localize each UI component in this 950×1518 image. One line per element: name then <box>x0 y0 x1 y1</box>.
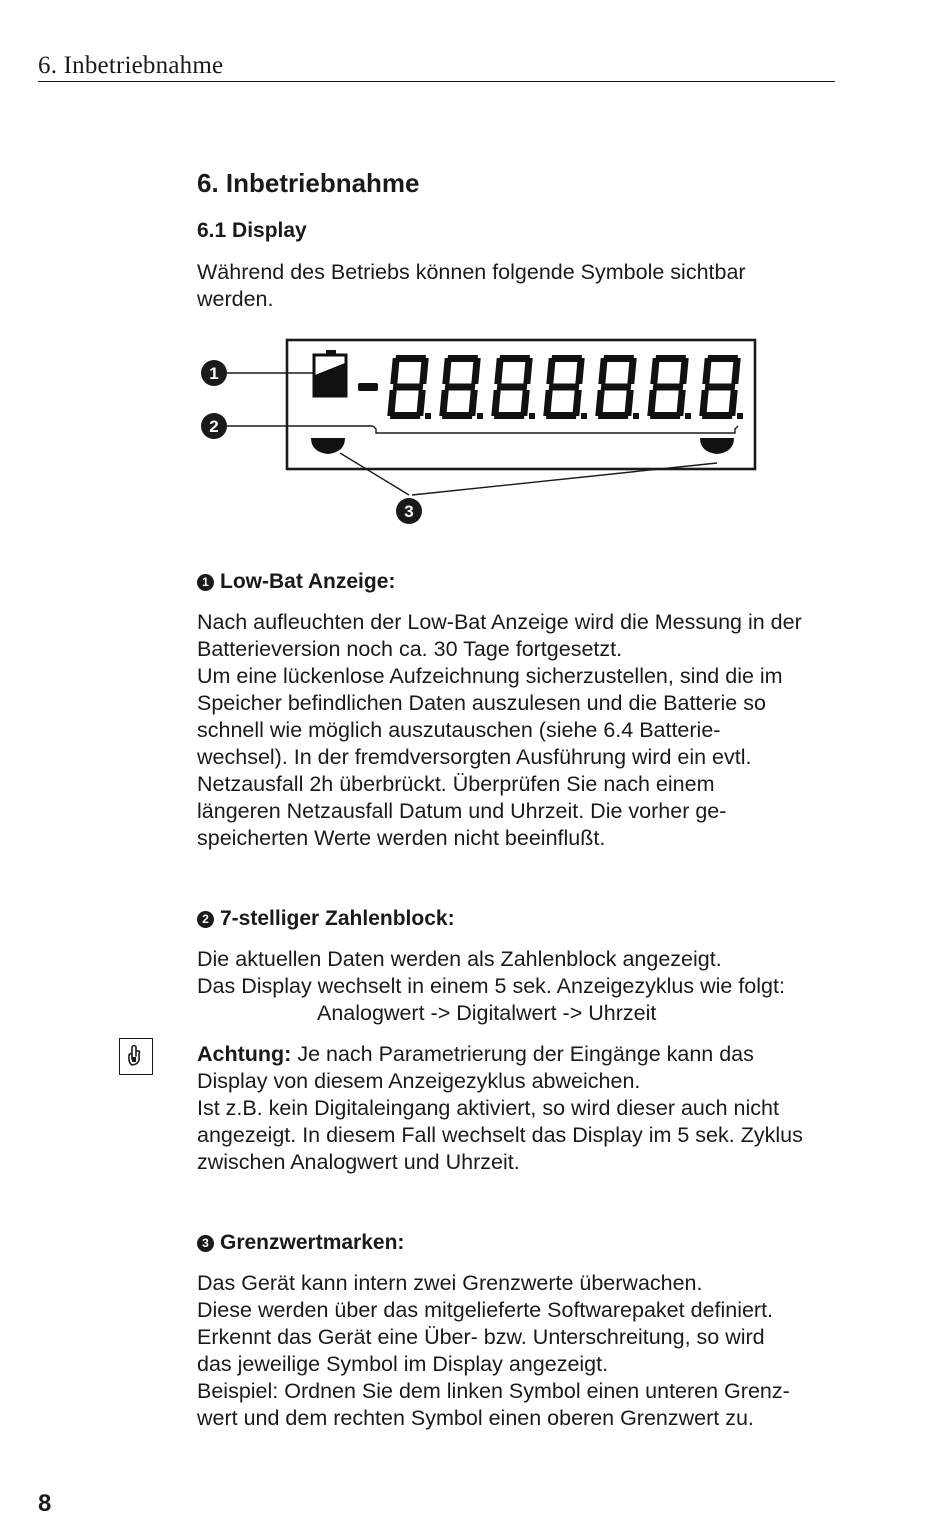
header-rule <box>38 81 835 82</box>
digit-8 <box>543 355 587 419</box>
text-line: schnell wie möglich auszutauschen (siehe 6.4 Batterie- <box>197 718 721 742</box>
digit-segment <box>442 358 451 384</box>
digits-paragraph <box>197 946 837 1027</box>
digits-title: 7-stelliger Zahlenblock: <box>220 907 455 930</box>
display-cycle-line: Analogwert -> Digitalwert -> Uhrzeit <box>317 1001 657 1025</box>
digit-segment <box>624 390 633 416</box>
text-line: Das Gerät kann intern zwei Grenzwerte überwachen. <box>197 1271 703 1295</box>
text-line: Das Display wechselt in einem 5 sek. Anzeigezyklus wie folgt: <box>197 974 785 998</box>
callout-3 <box>396 498 422 524</box>
text-line: Ist z.B. kein Digitaleingang aktiviert, so wird dieser auch nicht <box>197 1096 779 1120</box>
digit-segment <box>390 412 421 419</box>
limits-heading <box>197 1231 837 1255</box>
decimal-point <box>737 413 743 419</box>
text-line: wechsel). In der fremdversorgten Ausführung wird ein evtl. <box>197 745 752 769</box>
text-line: Diese werden über das mitgelieferte Softwarepaket definiert. <box>197 1298 774 1322</box>
digit-segment <box>676 390 685 416</box>
minus-segment <box>358 383 378 391</box>
text-line: Beispiel: Ordnen Sie dem linken Symbol einen unteren Grenz- <box>197 1379 790 1403</box>
pointing-hand-icon <box>119 1038 153 1075</box>
lowbat-title: Low-Bat Anzeige: <box>220 570 396 593</box>
text-line: Während des Betriebs können folgende Symbole sichtbar <box>197 260 746 284</box>
text-line: Nach aufleuchten der Low-Bat Anzeige wird die Messung in der <box>197 610 802 634</box>
intro-paragraph <box>197 259 837 313</box>
digit-segment <box>494 412 525 419</box>
text-line: das jeweilige Symbol im Display angezeigt. <box>197 1352 609 1376</box>
callout-3-label: 3 <box>404 502 414 521</box>
digit-segment <box>601 384 632 391</box>
running-header-title: 6. Inbetriebnahme <box>38 52 224 79</box>
digits-heading <box>197 907 837 931</box>
digit-segment <box>390 358 399 384</box>
digit-segment <box>603 355 634 362</box>
leader-line-3a <box>340 453 409 495</box>
digit-segment <box>494 358 503 384</box>
text-line: wert und dem rechten Symbol einen oberen Grenzwert zu. <box>197 1406 754 1430</box>
text-line: angezeigt. In diesem Fall wechselt das Display im 5 sek. Zyklus <box>197 1123 803 1147</box>
seven-segment-digits <box>387 355 743 419</box>
page-title: 6. Inbetriebnahme <box>197 168 420 198</box>
text-line: zwischen Analogwert und Uhrzeit. <box>197 1150 520 1174</box>
lowbat-heading <box>197 570 837 594</box>
battery-icon <box>314 350 346 396</box>
text-line: werden. <box>197 287 274 311</box>
digit-segment <box>549 384 580 391</box>
text-line: Display von diesem Anzeigezyklus abweichen. <box>197 1069 641 1093</box>
text-line: speicherten Werte werden nicht beeinflußt. <box>197 826 606 850</box>
text-line: Um eine lückenlose Aufzeichnung sicherzustellen, sind die im <box>197 664 783 688</box>
digit-bracket <box>373 426 738 433</box>
digit-8 <box>491 355 535 419</box>
text-line: Erkennt das Gerät eine Über- bzw. Unterschreitung, so wird <box>197 1325 765 1349</box>
lowbat-marker: 1 <box>197 574 214 591</box>
limit-marker-right <box>700 438 734 454</box>
digit-segment <box>598 412 629 419</box>
decimal-point <box>685 413 691 419</box>
callout-1 <box>201 360 227 386</box>
digit-segment <box>416 390 425 416</box>
digit-segment <box>395 355 426 362</box>
digit-8 <box>699 355 743 419</box>
callout-1-label: 1 <box>209 364 219 383</box>
digit-8 <box>387 355 431 419</box>
limits-paragraph <box>197 1270 837 1432</box>
digit-segment <box>728 390 737 416</box>
digit-segment <box>572 390 581 416</box>
digit-segment <box>442 412 473 419</box>
lcd-display-figure <box>190 335 770 535</box>
callout-2 <box>201 413 227 439</box>
text-line: Speicher befindlichen Daten auszulesen und die Batterie so <box>197 691 766 715</box>
decimal-point <box>477 413 483 419</box>
digit-segment <box>520 390 529 416</box>
note-paragraph <box>197 1041 837 1176</box>
decimal-point <box>581 413 587 419</box>
section-title-display: 6.1 Display <box>197 219 307 242</box>
digits-marker: 2 <box>197 911 214 928</box>
digit-segment <box>705 384 736 391</box>
digit-segment <box>702 358 711 384</box>
digit-segment <box>445 384 476 391</box>
text-line: längeren Netzausfall Datum und Uhrzeit. Die vorher ge- <box>197 799 727 823</box>
digit-segment <box>655 355 686 362</box>
decimal-point <box>633 413 639 419</box>
digit-segment <box>650 358 659 384</box>
digit-8 <box>439 355 483 419</box>
digit-segment <box>447 355 478 362</box>
digit-segment <box>598 358 607 384</box>
digit-segment <box>650 412 681 419</box>
text-line: Batterieversion noch ca. 30 Tage fortgesetzt. <box>197 637 623 661</box>
text-line <box>197 1041 837 1068</box>
limit-marker-left <box>311 438 345 454</box>
note-label: Achtung: <box>197 1042 292 1066</box>
lowbat-paragraph <box>197 609 837 852</box>
text-line: Netzausfall 2h überbrückt. Überprüfen Sie nach einem <box>197 772 715 796</box>
decimal-point <box>529 413 535 419</box>
digit-segment <box>393 384 424 391</box>
digit-segment <box>551 355 582 362</box>
digit-segment <box>653 384 684 391</box>
digit-8 <box>647 355 691 419</box>
note-first-line: Je nach Parametrierung der Eingänge kann das <box>291 1042 754 1066</box>
digit-8 <box>595 355 639 419</box>
digit-segment <box>707 355 738 362</box>
limits-marker: 3 <box>197 1235 214 1252</box>
digit-segment <box>702 412 733 419</box>
digit-segment <box>497 384 528 391</box>
digit-segment <box>468 390 477 416</box>
decimal-point <box>425 413 431 419</box>
digit-segment <box>499 355 530 362</box>
digit-segment <box>546 358 555 384</box>
page-number: 8 <box>38 1490 52 1517</box>
callout-2-label: 2 <box>209 417 219 436</box>
limits-title: Grenzwertmarken: <box>220 1231 405 1254</box>
digit-segment <box>546 412 577 419</box>
text-line: Die aktuellen Daten werden als Zahlenblock angezeigt. <box>197 947 722 971</box>
